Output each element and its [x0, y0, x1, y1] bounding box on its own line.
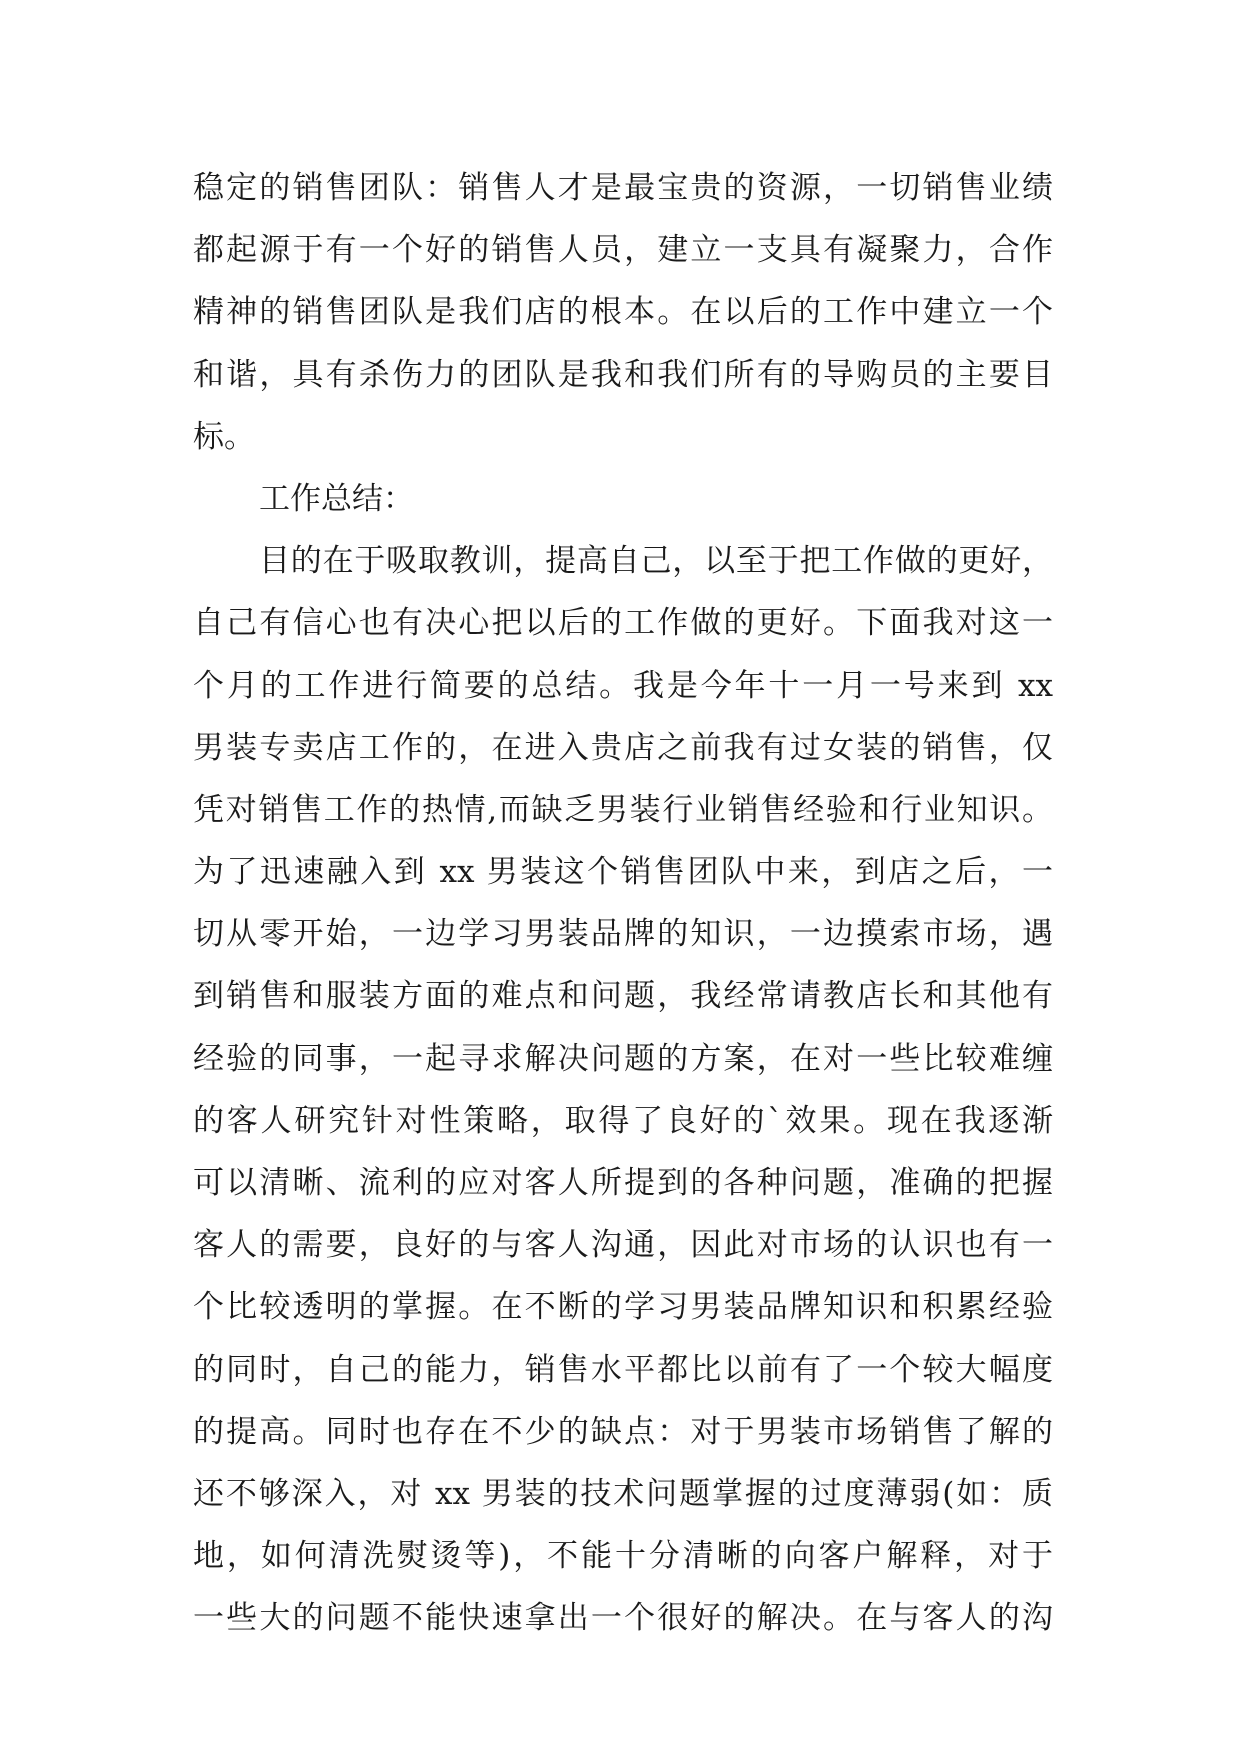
paragraph-line: 标。 [193, 418, 255, 455]
paragraph-line: 和谐，具有杀伤力的团队是我和我们所有的导购员的主要目 [193, 356, 1053, 393]
paragraph-line: 自己有信心也有决心把以后的工作做的更好。下面我对这一 [193, 605, 1053, 642]
paragraph-line: 个月的工作进行简要的总结。我是今年十一月一号来到 xx [193, 667, 1053, 704]
paragraph-line: 还不够深入，对 xx 男装的技术问题掌握的过度薄弱(如：质 [193, 1475, 1053, 1512]
paragraph-line: 地，如何清洗熨烫等)，不能十分清晰的向客户解释，对于 [193, 1538, 1053, 1575]
paragraph-line: 精神的销售团队是我们店的根本。在以后的工作中建立一个 [193, 294, 1053, 331]
document-body [193, 157, 1053, 1650]
paragraph-line: 都起源于有一个好的销售人员，建立一支具有凝聚力，合作 [193, 232, 1053, 269]
paragraph-line: 可以清晰、流利的应对客人所提到的各种问题，准确的把握 [193, 1165, 1053, 1201]
paragraph-line: 男装专卖店工作的，在进入贵店之前我有过女装的销售，仅 [193, 729, 1053, 766]
paragraph-line: 稳定的销售团队：销售人才是最宝贵的资源，一切销售业绩 [193, 170, 1053, 206]
paragraph-line: 经验的同事，一起寻求解决问题的方案，在对一些比较难缠 [193, 1040, 1053, 1077]
paragraph-line: 的同时，自己的能力，销售水平都比以前有了一个较大幅度 [193, 1351, 1053, 1388]
section-heading: 工作总结： [259, 480, 414, 517]
paragraph-line: 的客人研究针对性策略，取得了良好的`效果。现在我逐渐 [193, 1102, 1053, 1139]
paragraph-line: 为了迅速融入到 xx 男装这个销售团队中来，到店之后，一 [193, 854, 1053, 891]
paragraph-line: 凭对销售工作的热情,而缺乏男装行业销售经验和行业知识。 [193, 791, 1053, 828]
paragraph-line: 一些大的问题不能快速拿出一个很好的解决。在与客人的沟 [193, 1600, 1053, 1637]
paragraph-line: 目的在于吸取教训，提高自己，以至于把工作做的更好， [259, 543, 1053, 580]
paragraph-line: 的提高。同时也存在不少的缺点：对于男装市场销售了解的 [193, 1413, 1053, 1450]
paragraph-line: 到销售和服装方面的难点和问题，我经常请教店长和其他有 [193, 978, 1053, 1015]
paragraph-line: 切从零开始，一边学习男装品牌的知识，一边摸索市场，遇 [193, 916, 1053, 953]
paragraph-line: 个比较透明的掌握。在不断的学习男装品牌知识和积累经验 [193, 1289, 1053, 1326]
paragraph-line: 客人的需要，良好的与客人沟通，因此对市场的认识也有一 [193, 1227, 1053, 1264]
